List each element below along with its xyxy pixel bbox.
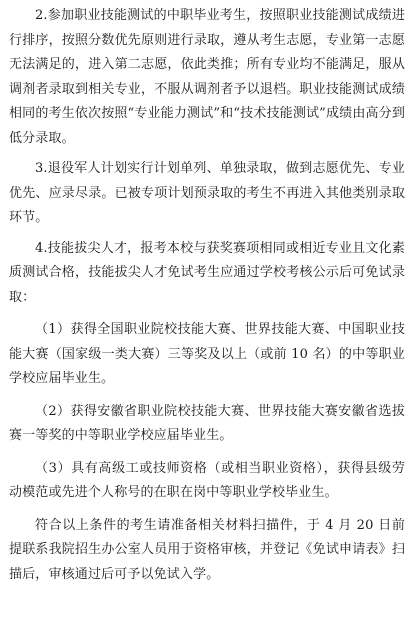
paragraph-condition-2: （2）获得安徽省职业院校技能大赛、世界技能大赛安徽省选拔赛一等奖的中等职业学校应届毕业生。: [9, 403, 405, 443]
paragraph-condition-1: （1）获得全国职业院校技能大赛、世界技能大赛、中国职业技能大赛（国家级一类大赛）三等奖及以上（或前 10 名）的中等职业学校应届毕业生。: [9, 322, 405, 386]
paragraph-condition-3: （3）具有高级工或技师资格（或相当职业资格），获得县级劳动模范或先进个人称号的在职在岗中等职业学校毕业生。: [9, 460, 405, 500]
paragraph-item3-veterans: 3.退役军人计划实行计划单列、单独录取，做到志愿优先、专业优先、应录尽录。已被专项计划预录取的考生不再进入其他类别录取环节。: [9, 161, 405, 225]
paragraph-item2-admission-rule: 2.参加职业技能测试的中职毕业考生，按照职业技能测试成绩进行排序，按照分数优先原则进行录取，遵从考生志愿，专业第一志愿无法满足的，进入第二志愿，依此类推；所有专业均不能满足，服从调剂者录取到相关专业，不服从调剂者予以退档。职业技能测试成绩相同的考生依次按照“专业能力测试”和“技术技能测试”成绩由高分到低分录取。: [9, 8, 405, 146]
paragraph-item4-top-talent: 4.技能拔尖人才，报考本校与获奖赛项相同或相近专业且文化素质测试合格，技能拔尖人才免试考生应通过学校考核公示后可免试录取：: [9, 240, 405, 305]
paragraph-application-note: 符合以上条件的考生请准备相关材料扫描件，于 4 月 20 日前提联系我院招生办公室人员用于资格审核，并登记《免试申请表》扫描后，审核通过后可予以免试入学。: [9, 517, 405, 582]
